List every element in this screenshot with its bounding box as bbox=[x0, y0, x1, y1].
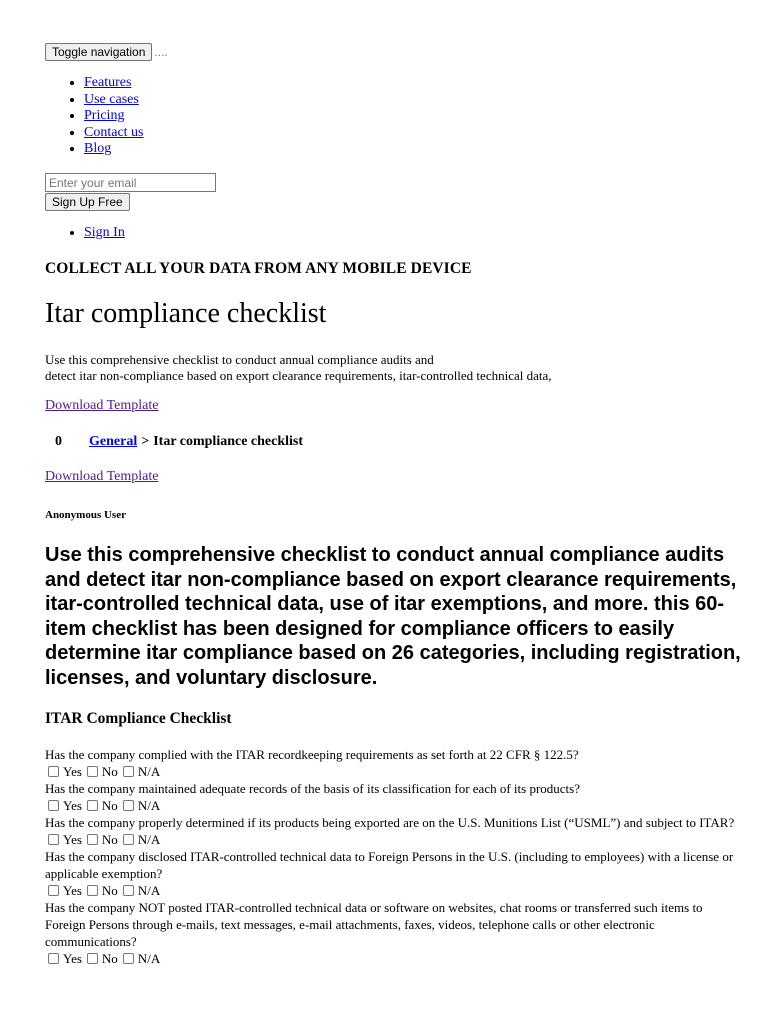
option-label: Yes bbox=[63, 764, 82, 779]
checklist-heading: ITAR Compliance Checklist bbox=[45, 710, 232, 727]
nav-item-blog bbox=[84, 141, 144, 158]
option-label: No bbox=[101, 764, 118, 779]
checkbox[interactable] bbox=[123, 800, 134, 811]
question-text: Has the company maintained adequate records of the basis of its classification for each of its products? bbox=[45, 781, 580, 796]
checkbox[interactable] bbox=[48, 953, 59, 964]
option-label: N/A bbox=[137, 832, 161, 847]
checkbox[interactable] bbox=[87, 953, 98, 964]
option-yes[interactable] bbox=[45, 950, 82, 967]
option-yes[interactable] bbox=[45, 831, 82, 848]
download-template-link-2[interactable]: Download Template bbox=[45, 469, 159, 484]
checkbox[interactable] bbox=[87, 800, 98, 811]
option-label: Yes bbox=[63, 798, 82, 813]
nav-item-pricing bbox=[84, 108, 144, 125]
option-label: No bbox=[101, 883, 118, 898]
question-text: Has the company complied with the ITAR recordkeeping requirements as set forth at 22 CFR § 122.5? bbox=[45, 747, 579, 762]
checkbox[interactable] bbox=[123, 834, 134, 845]
toggle-dots: .... bbox=[154, 45, 168, 59]
question-text: Has the company disclosed ITAR-controlled technical data to Foreign Persons in the U.S. (including to employees) with a license or applicable exemption? bbox=[45, 849, 734, 881]
breadcrumb-count: 0 bbox=[55, 434, 62, 449]
nav-item-contact bbox=[84, 125, 144, 142]
nav-item-use-cases bbox=[84, 92, 144, 109]
option-no[interactable] bbox=[84, 797, 118, 814]
option-no[interactable] bbox=[84, 882, 118, 899]
download-template-link[interactable]: Download Template bbox=[45, 398, 159, 413]
tagline: COLLECT ALL YOUR DATA FROM ANY MOBILE DEVICE bbox=[45, 260, 472, 277]
nav-link-use-cases[interactable]: Use cases bbox=[84, 91, 139, 107]
option-na[interactable] bbox=[120, 797, 160, 814]
nav-link-features[interactable]: Features bbox=[84, 75, 132, 90]
answer-options bbox=[45, 950, 745, 967]
option-label: Yes bbox=[63, 832, 82, 847]
breadcrumb bbox=[55, 434, 303, 450]
option-na[interactable] bbox=[120, 882, 160, 899]
checkbox[interactable] bbox=[123, 766, 134, 777]
option-label: N/A bbox=[137, 951, 161, 966]
option-yes[interactable] bbox=[45, 797, 82, 814]
answer-options bbox=[45, 882, 745, 899]
checkbox[interactable] bbox=[87, 834, 98, 845]
question-text: Has the company properly determined if its products being exported are on the U.S. Munitions List (“USML”) and subject to ITAR? bbox=[45, 815, 735, 830]
navbar-top bbox=[45, 43, 168, 61]
toggle-navigation-button[interactable]: Toggle navigation bbox=[45, 43, 152, 61]
option-label: Yes bbox=[63, 883, 82, 898]
signup-button[interactable]: Sign Up Free bbox=[45, 193, 130, 211]
answer-options bbox=[45, 797, 745, 814]
signin-link[interactable]: Sign In bbox=[84, 225, 125, 240]
checkbox[interactable] bbox=[48, 885, 59, 896]
option-no[interactable] bbox=[84, 763, 118, 780]
signin-menu bbox=[46, 225, 125, 242]
nav-link-pricing[interactable]: Pricing bbox=[84, 108, 125, 123]
nav-link-blog[interactable]: Blog bbox=[84, 141, 112, 156]
question-text: Has the company NOT posted ITAR-controlled technical data or software on websites, chat rooms or transferred such items to Foreign Persons through e-mails, text messages, e-mail attachments, faxes, videos, telephone calls or other electronic communications? bbox=[45, 900, 703, 949]
page-title: Itar compliance checklist bbox=[45, 298, 327, 329]
description: Use this comprehensive checklist to conduct annual compliance audits and detect itar non-compliance based on export clearance requirements, itar-controlled technical data, use of itar exemptions, and more. this 60-item checklist has been designed for compliance officers to easily determine itar compliance based on 26 categories, including registration, licenses, and voluntary disclosure. bbox=[45, 544, 741, 689]
intro-text bbox=[45, 352, 552, 384]
checklist bbox=[45, 746, 745, 967]
option-na[interactable] bbox=[120, 763, 160, 780]
checkbox[interactable] bbox=[123, 953, 134, 964]
breadcrumb-general-link[interactable]: General bbox=[89, 434, 138, 449]
checkbox[interactable] bbox=[123, 885, 134, 896]
breadcrumb-separator: > bbox=[141, 434, 150, 449]
checkbox[interactable] bbox=[87, 766, 98, 777]
checkbox[interactable] bbox=[48, 834, 59, 845]
email-input[interactable] bbox=[45, 173, 216, 192]
option-label: N/A bbox=[137, 883, 161, 898]
intro-line: Use this comprehensive checklist to conduct annual compliance audits and bbox=[45, 352, 434, 367]
nav-link-contact[interactable]: Contact us bbox=[84, 124, 144, 140]
checkbox[interactable] bbox=[48, 800, 59, 811]
option-label: No bbox=[101, 832, 118, 847]
option-yes[interactable] bbox=[45, 882, 82, 899]
option-no[interactable] bbox=[84, 831, 118, 848]
option-label: Yes bbox=[63, 951, 82, 966]
author-name: Anonymous User bbox=[45, 509, 126, 521]
checkbox[interactable] bbox=[48, 766, 59, 777]
option-na[interactable] bbox=[120, 831, 160, 848]
intro-line: detect itar non-compliance based on export clearance requirements, itar-controlled technical data, bbox=[45, 368, 552, 383]
option-yes[interactable] bbox=[45, 763, 82, 780]
option-na[interactable] bbox=[120, 950, 160, 967]
option-label: N/A bbox=[137, 798, 161, 813]
nav-item-features bbox=[84, 75, 144, 92]
nav-menu bbox=[46, 75, 144, 158]
option-label: N/A bbox=[137, 764, 161, 779]
signup-form bbox=[45, 173, 216, 211]
checkbox[interactable] bbox=[87, 885, 98, 896]
option-no[interactable] bbox=[84, 950, 118, 967]
answer-options bbox=[45, 763, 745, 780]
breadcrumb-current: Itar compliance checklist bbox=[153, 434, 304, 449]
option-label: No bbox=[101, 798, 118, 813]
nav-item-signin bbox=[84, 225, 125, 242]
answer-options bbox=[45, 831, 745, 848]
option-label: No bbox=[101, 951, 118, 966]
